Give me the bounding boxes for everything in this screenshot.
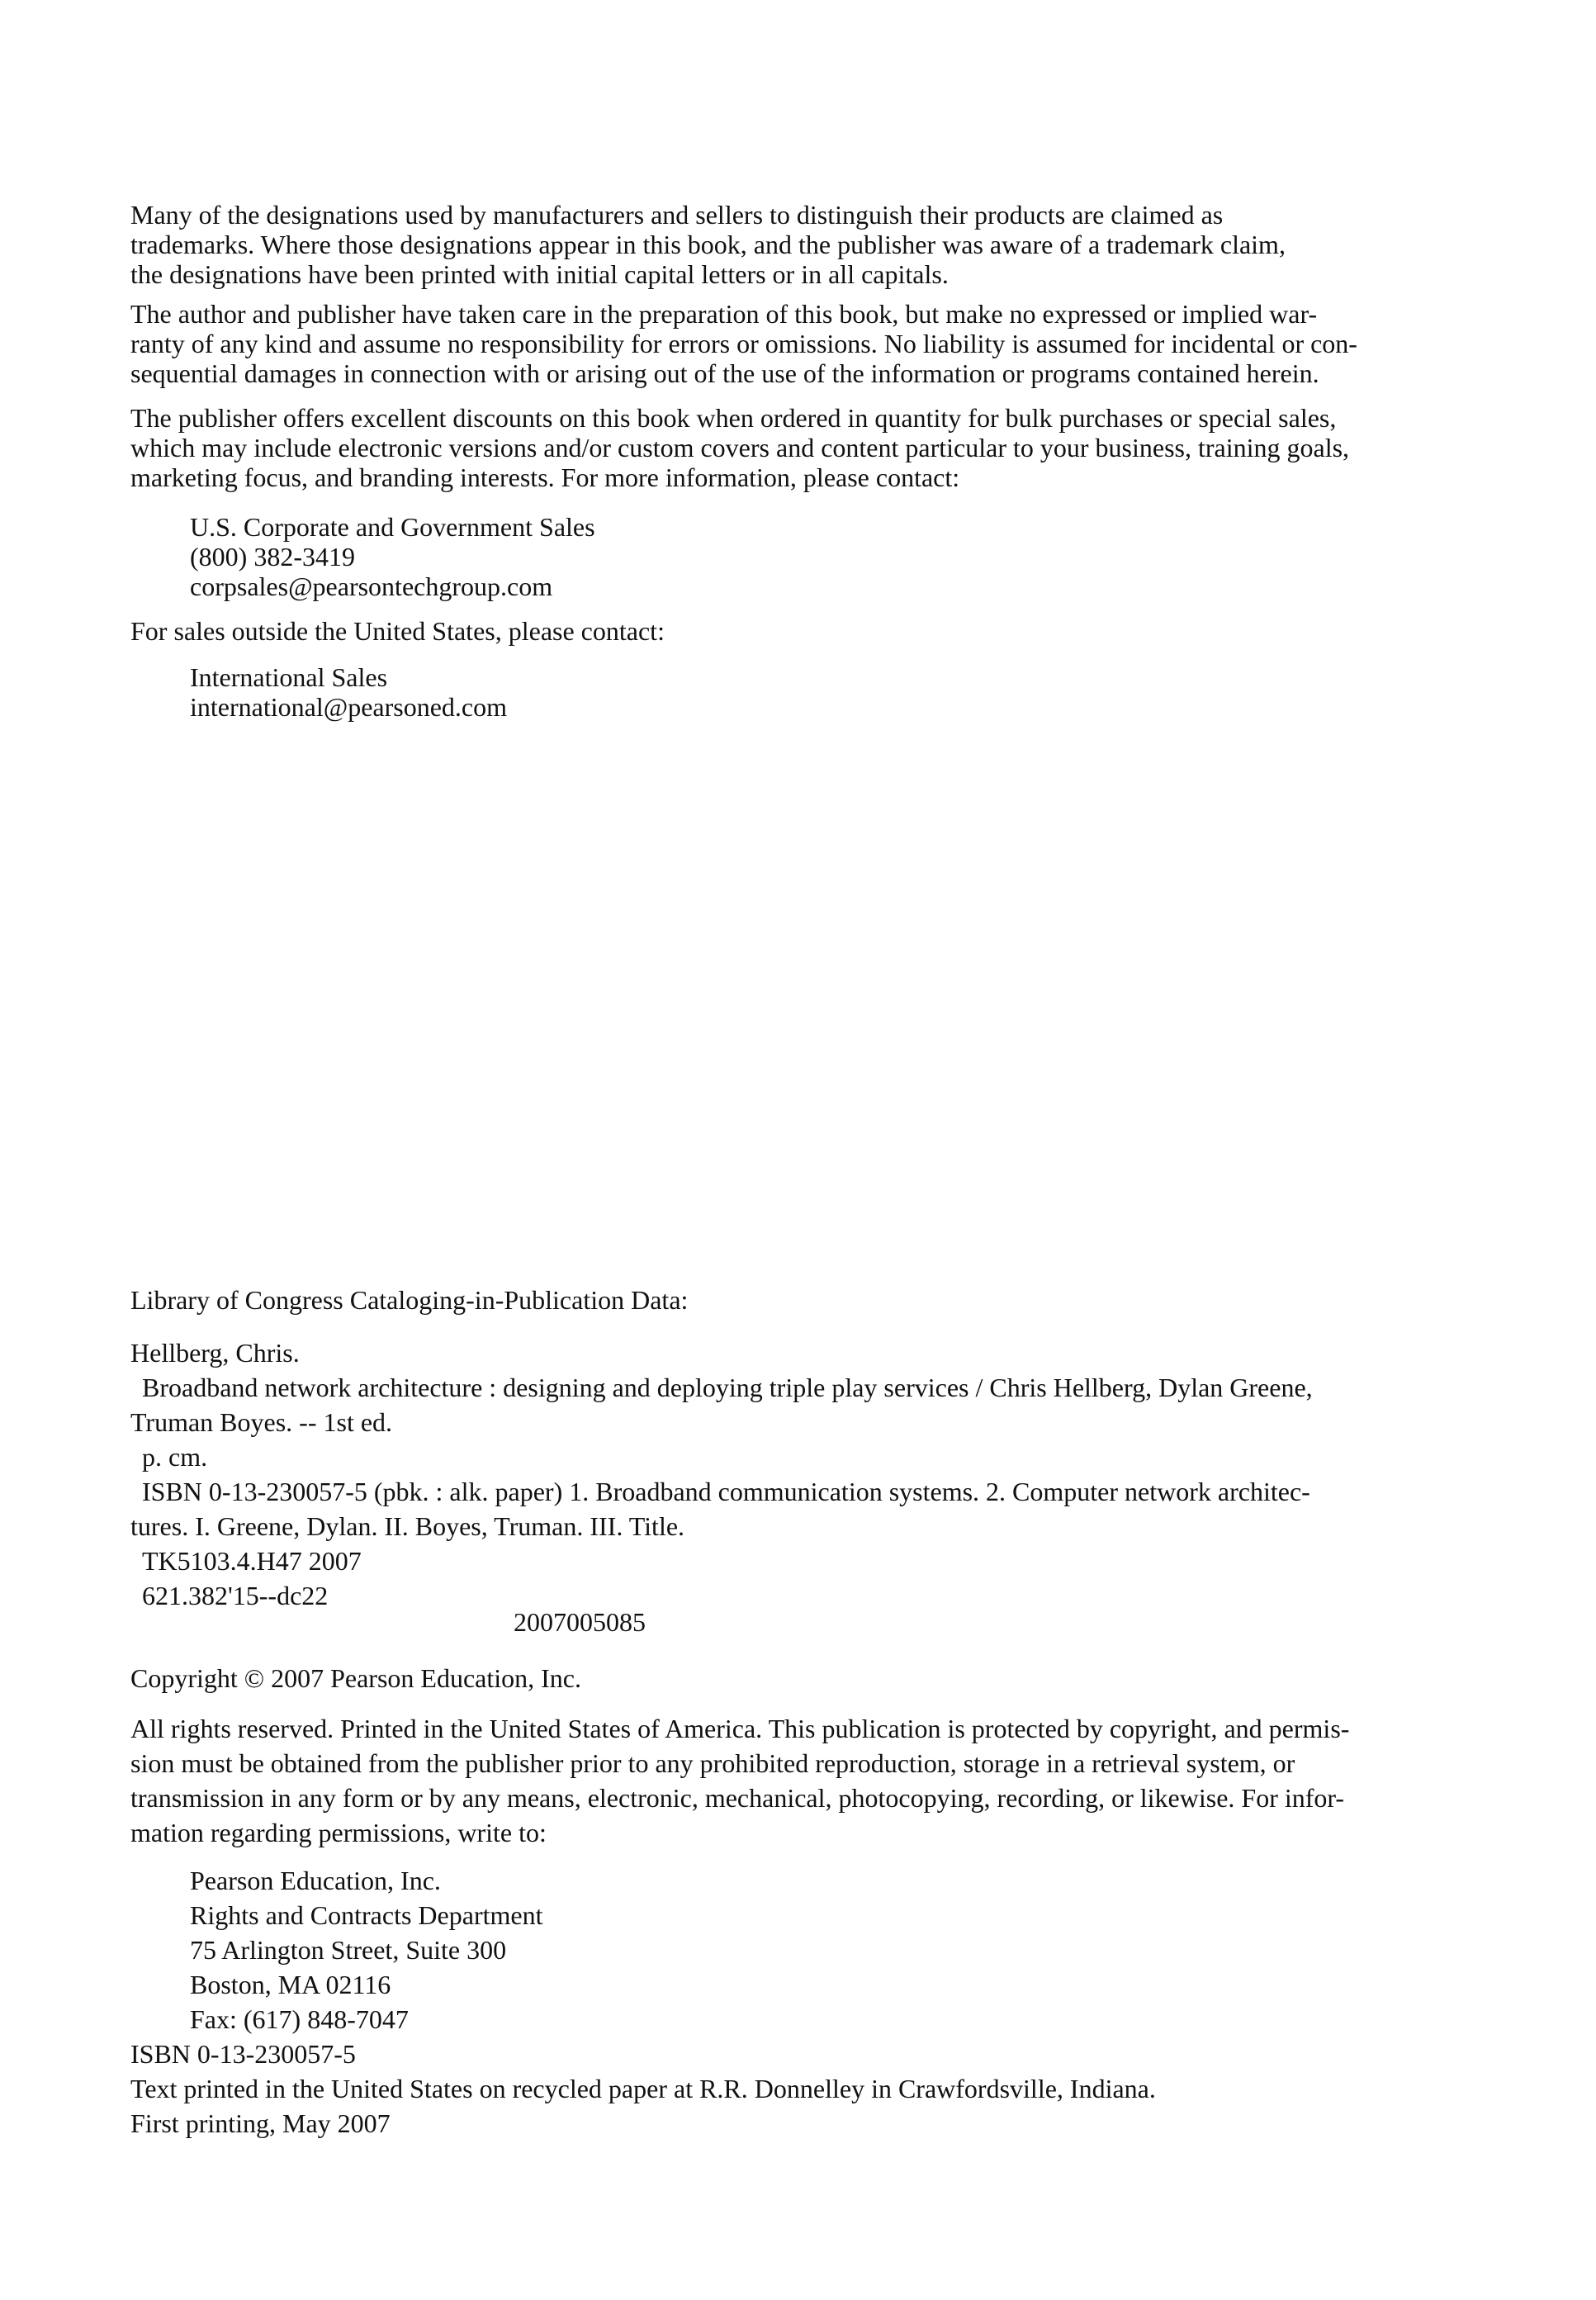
cip-title-line-1: Broadband network architecture : designing and deploying triple play services / Chris Hellberg, Dylan Greene, xyxy=(142,1373,1313,1402)
address-line-3: 75 Arlington Street, Suite 300 xyxy=(190,1935,507,1965)
cip-heading: Library of Congress Cataloging-in-Publication Data: xyxy=(130,1285,689,1315)
us-sales-phone: (800) 382-3419 xyxy=(190,542,355,571)
international-intro: For sales outside the United States, please contact: xyxy=(130,616,665,646)
liability-line-1: The author and publisher have taken care in the preparation of this book, but make no expressed or implied war- xyxy=(130,299,1318,329)
discount-line-3: marketing focus, and branding interests. For more information, please contact: xyxy=(130,462,960,492)
international-sales-contact xyxy=(190,662,1346,722)
rights-line-1: All rights reserved. Printed in the United States of America. This publication is protected by copyright, and permis- xyxy=(130,1714,1350,1743)
rights-paragraph xyxy=(130,1711,1468,1850)
rights-line-3: transmission in any form or by any means, electronic, mechanical, photocopying, recording, or likewise. For infor- xyxy=(130,1783,1345,1813)
cip-dewey: 621.382'15--dc22 xyxy=(142,1581,329,1610)
copyright-line: Copyright © 2007 Pearson Education, Inc. xyxy=(130,1663,581,1693)
rights-line-2: sion must be obtained from the publisher prior to any prohibited reproduction, storage in a retrieval system, or xyxy=(130,1748,1295,1778)
cip-control-number: 2007005085 xyxy=(514,1607,646,1637)
cip-isbn-line-1: ISBN 0-13-230057-5 (pbk. : alk. paper) 1. Broadband communication systems. 2. Computer network architec- xyxy=(142,1477,1310,1506)
trademark-line-3: the designations have been printed with initial capital letters or in all capitals. xyxy=(130,259,949,289)
us-sales-contact xyxy=(190,512,1346,601)
international-sales-email: international@pearsoned.com xyxy=(190,692,507,722)
liability-paragraph xyxy=(130,299,1468,388)
rights-line-4: mation regarding permissions, write to: xyxy=(130,1818,547,1847)
cip-data xyxy=(130,1285,1468,1610)
us-sales-name: U.S. Corporate and Government Sales xyxy=(190,512,595,542)
cip-isbn-line-2: tures. I. Greene, Dylan. II. Boyes, Truman. III. Title. xyxy=(130,1511,685,1541)
liability-line-2: ranty of any kind and assume no responsibility for errors or omissions. No liability is assumed for incidental or con- xyxy=(130,329,1357,358)
trademark-line-1: Many of the designations used by manufacturers and sellers to distinguish their products are claimed as xyxy=(130,200,1224,230)
discount-paragraph xyxy=(130,403,1468,492)
printing-note: Text printed in the United States on recycled paper at R.R. Donnelley in Crawfordsville, Indiana. xyxy=(130,2074,1156,2103)
discount-line-2: which may include electronic versions and/or custom covers and content particular to your business, training goals, xyxy=(130,433,1350,462)
cip-pages: p. cm. xyxy=(142,1442,208,1472)
trademark-paragraph xyxy=(130,200,1468,289)
first-printing: First printing, May 2007 xyxy=(130,2108,391,2138)
printing-info xyxy=(130,2037,1468,2141)
permissions-address xyxy=(190,1863,1346,2037)
cip-lc-class: TK5103.4.H47 2007 xyxy=(142,1546,362,1576)
us-sales-email: corpsales@pearsontechgroup.com xyxy=(190,571,553,601)
liability-line-3: sequential damages in connection with or arising out of the use of the information or programs contained herein. xyxy=(130,358,1319,388)
address-line-1: Pearson Education, Inc. xyxy=(190,1866,441,1895)
cip-author: Hellberg, Chris. xyxy=(130,1338,300,1368)
cip-title-line-2: Truman Boyes. -- 1st ed. xyxy=(130,1407,393,1437)
international-sales-name: International Sales xyxy=(190,662,388,692)
printing-isbn: ISBN 0-13-230057-5 xyxy=(130,2039,356,2069)
address-line-4: Boston, MA 02116 xyxy=(190,1970,391,1999)
address-line-2: Rights and Contracts Department xyxy=(190,1900,543,1930)
trademark-line-2: trademarks. Where those designations appear in this book, and the publisher was aware of a trademark claim, xyxy=(130,230,1286,259)
discount-line-1: The publisher offers excellent discounts on this book when ordered in quantity for bulk purchases or special sales, xyxy=(130,403,1337,433)
address-line-5: Fax: (617) 848-7047 xyxy=(190,2004,409,2034)
